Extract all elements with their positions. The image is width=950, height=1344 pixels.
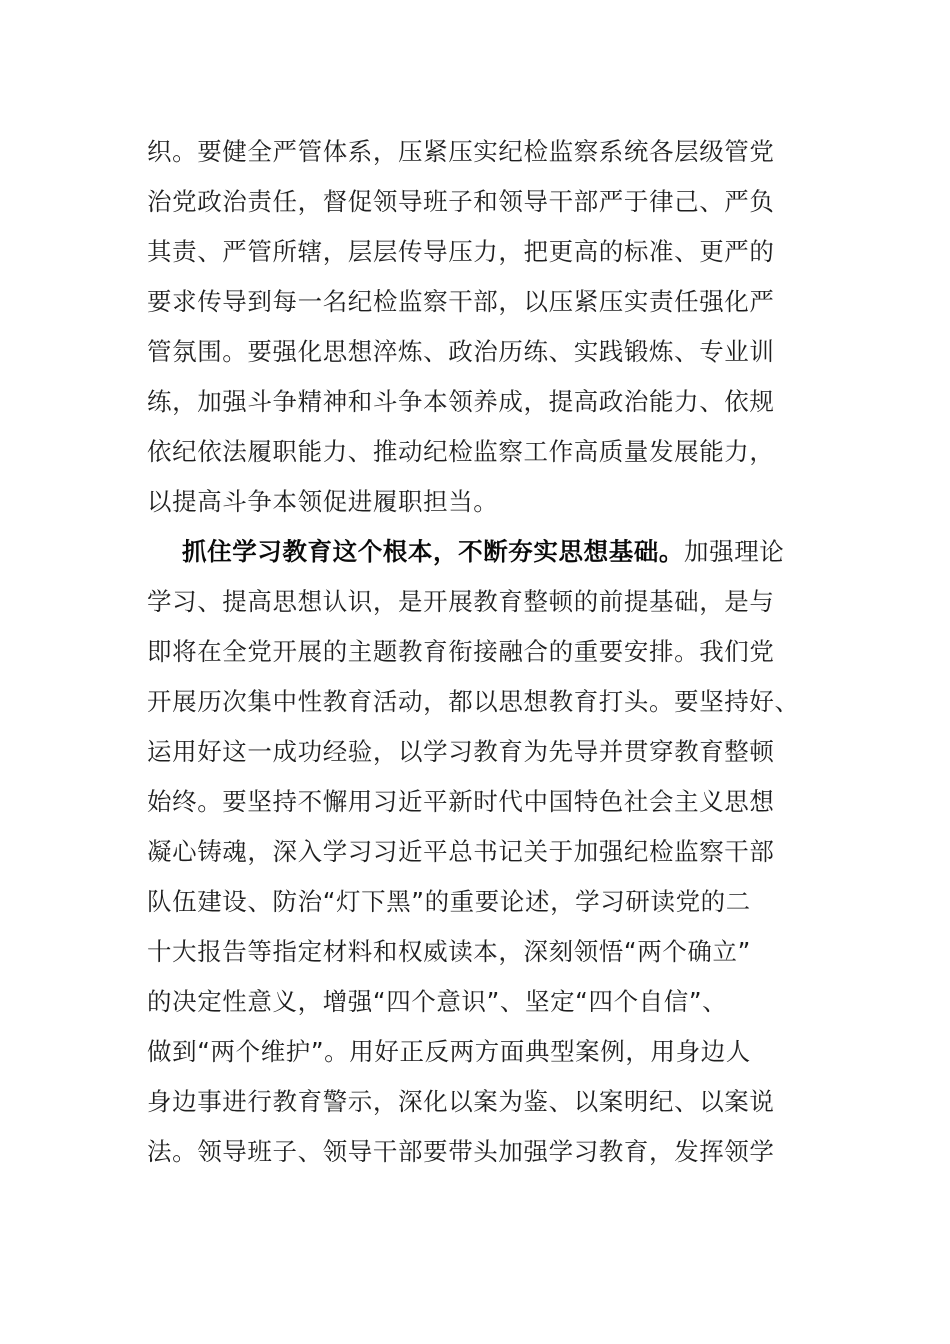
text-line: 开展历次集中性教育活动，都以思想教育打头。要坚持好、 bbox=[147, 687, 800, 716]
first-line-text: 加强理论 bbox=[684, 537, 785, 566]
paragraph-strict-management bbox=[147, 127, 807, 527]
text-line: 身边事进行教育警示，深化以案为鉴、以案明纪、以案说 bbox=[147, 1087, 775, 1116]
text-line: 十大报告等指定材料和权威读本，深刻领悟“两个确立” bbox=[147, 937, 751, 966]
text-line: 学习、提高思想认识，是开展教育整顿的前提基础，是与 bbox=[147, 587, 775, 616]
text-line: 法。领导班子、领导干部要带头加强学习教育，发挥领学 bbox=[147, 1137, 775, 1166]
text-line: 凝心铸魂，深入学习习近平总书记关于加强纪检监察干部 bbox=[147, 837, 775, 866]
text-line: 始终。要坚持不懈用习近平新时代中国特色社会主义思想 bbox=[147, 787, 775, 816]
paragraph-learning-education bbox=[147, 527, 807, 1177]
text-line: 其责、严管所辖，层层传导压力，把更高的标准、更严的 bbox=[147, 237, 775, 266]
text-line: 织。要健全严管体系，压紧压实纪检监察系统各层级管党 bbox=[147, 137, 775, 166]
text-line: 要求传导到每一名纪检监察干部，以压紧压实责任强化严 bbox=[147, 287, 775, 316]
text-line: 的决定性意义，增强“四个意识”、坚定“四个自信”、 bbox=[147, 987, 728, 1016]
text-line: 治党政治责任，督促领导班子和领导干部严于律己、严负 bbox=[147, 187, 775, 216]
text-line: 即将在全党开展的主题教育衔接融合的重要安排。我们党 bbox=[147, 637, 775, 666]
text-line: 运用好这一成功经验，以学习教育为先导并贯穿教育整顿 bbox=[147, 737, 775, 766]
text-line: 练，加强斗争精神和斗争本领养成，提高政治能力、依规 bbox=[147, 387, 775, 416]
text-line: 管氛围。要强化思想淬炼、政治历练、实践锻炼、专业训 bbox=[147, 337, 775, 366]
text-line: 队伍建设、防治“灯下黑”的重要论述，学习研读党的二 bbox=[147, 887, 751, 916]
section-heading: 抓住学习教育这个根本，不断夯实思想基础。 bbox=[182, 537, 684, 566]
text-line: 以提高斗争本领促进履职担当。 bbox=[147, 487, 499, 516]
first-line bbox=[147, 527, 807, 577]
text-line: 依纪依法履职能力、推动纪检监察工作高质量发展能力， bbox=[147, 437, 775, 466]
text-line: 做到“两个维护”。用好正反两方面典型案例，用身边人 bbox=[147, 1037, 751, 1066]
